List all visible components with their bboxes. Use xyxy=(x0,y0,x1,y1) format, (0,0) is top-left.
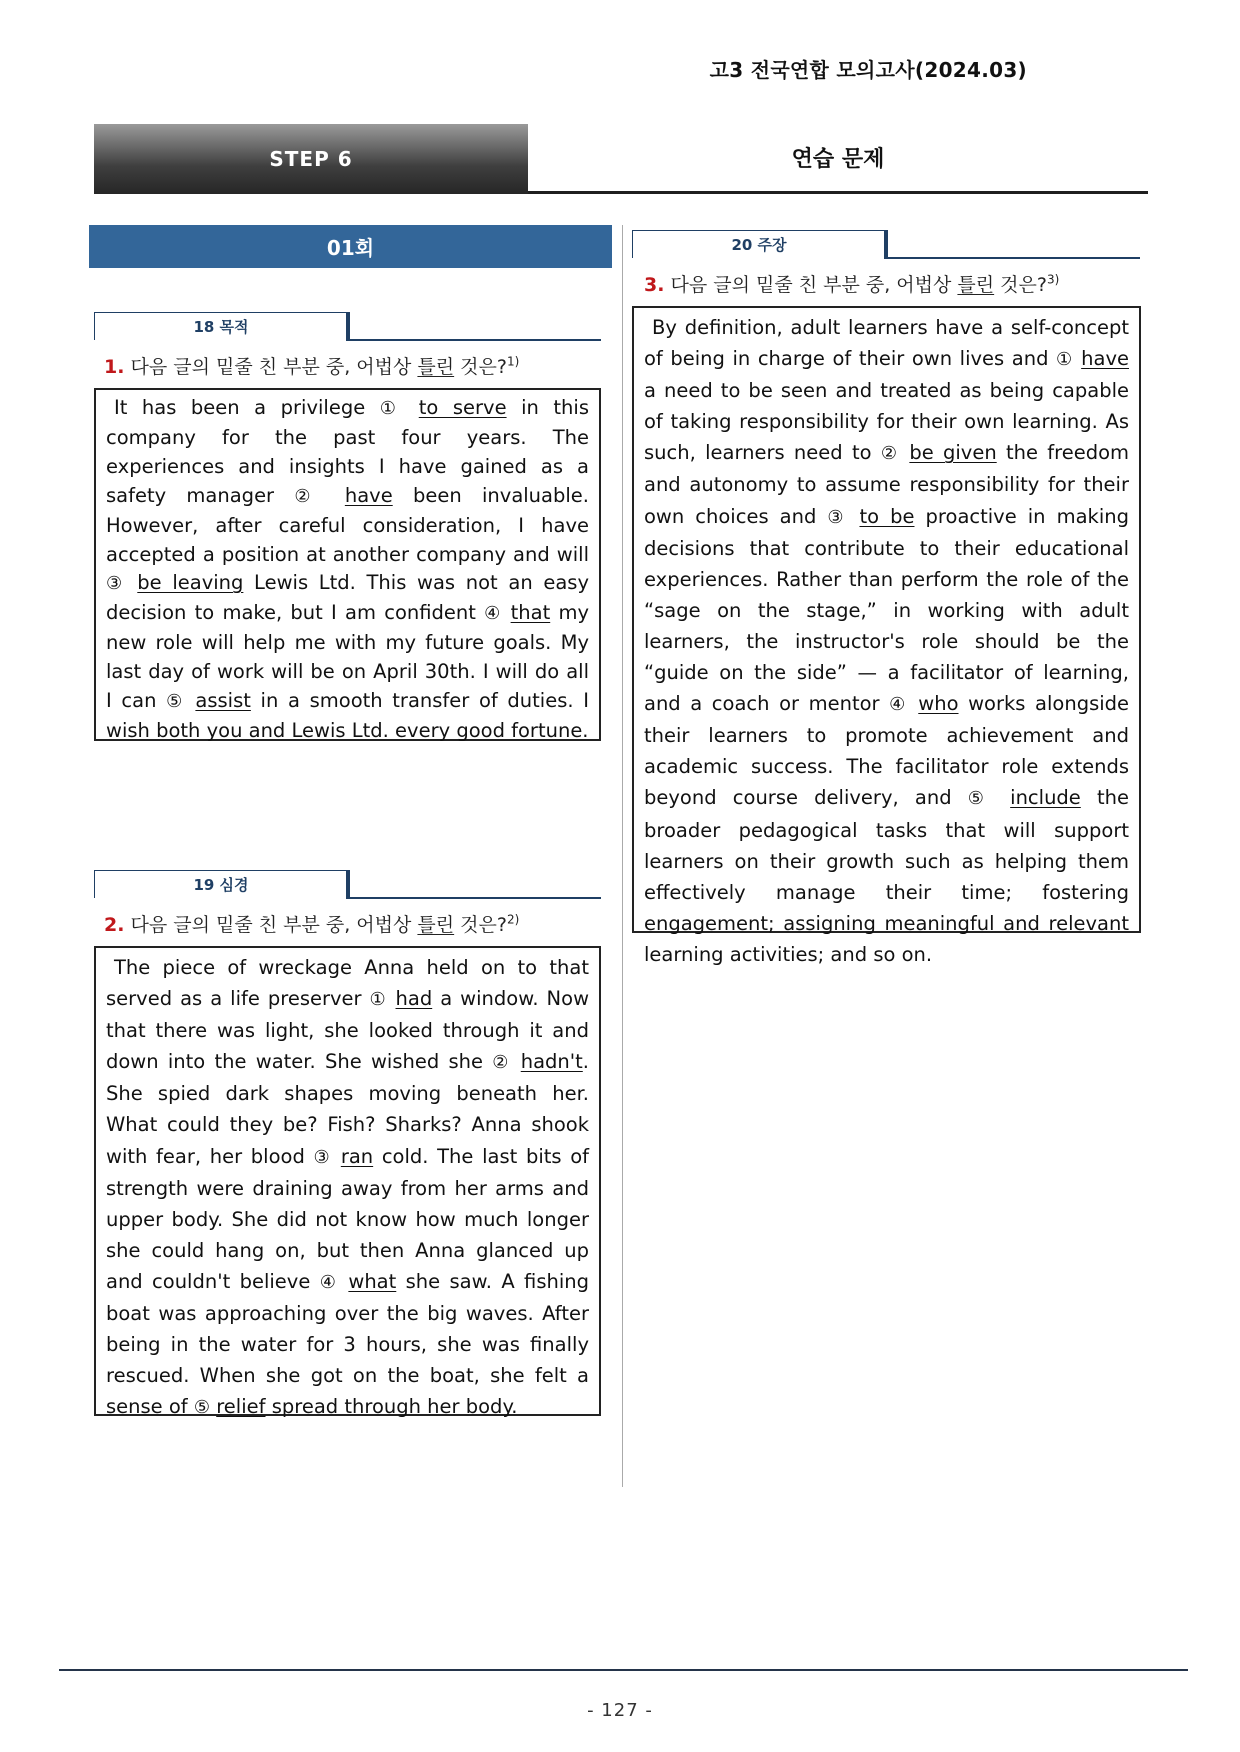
choice-marker: ⑤ xyxy=(166,691,186,713)
footnote-marker: 3) xyxy=(1046,272,1060,287)
choice-marker: ③ xyxy=(106,573,127,595)
passage-text: a window. Now that there was light, she looked through it and down into the water. She wished she xyxy=(106,987,590,1074)
choice-marker: ① xyxy=(1056,349,1074,371)
prompt-text-end: 것은? xyxy=(454,914,507,936)
passage-box xyxy=(94,946,601,1419)
passage-text: been invaluable. However, after careful consideration, I have accepted a position at another company and will xyxy=(106,483,589,566)
column-divider xyxy=(622,225,623,1487)
page-number: - 127 - xyxy=(587,1700,653,1721)
passage-box xyxy=(632,306,1141,966)
passage-text: By definition, adult learners have a self-concept of being in charge of their own lives and xyxy=(644,316,1129,371)
question-number: 1. xyxy=(104,356,125,378)
underlined-choice: be leaving xyxy=(137,571,244,595)
footnote-marker: 2) xyxy=(506,912,520,927)
passage-text: spread through her body. xyxy=(265,1395,518,1419)
passage-text: Lewis Ltd. This was not an easy decision to make, but I am confident xyxy=(106,571,589,625)
choice-marker: ④ xyxy=(319,1271,339,1293)
passage-text: works alongside their learners to promote achievement and academic success. The facilitator role extends beyond course delivery, and xyxy=(644,692,1130,810)
choice-marker: ② xyxy=(294,485,325,507)
question-prompt xyxy=(644,270,1059,297)
choice-marker: ⑤ xyxy=(967,788,994,810)
question-tag: 19 심경 xyxy=(94,870,348,898)
passage-text: the freedom and autonomy to assume responsibility for their own choices and xyxy=(644,441,1130,528)
prompt-text: 다음 글의 밑줄 친 부분 중, 어법상 xyxy=(124,914,418,936)
underlined-choice: what xyxy=(348,1269,397,1293)
passage-text: . She spied dark shapes moving beneath her. What could they be? Fish? Sharks? Anna shook with fear, her blood xyxy=(106,1050,589,1168)
passage-text: proactive in making decisions that contribute to their educational experiences. Rather than perform the role of the “sage on the stage,” in working with adult learners, the instructor's role should be the “guide on the side” — a facilitator of learning, and a coach or mentor xyxy=(644,504,1129,716)
step-label: STEP 6 xyxy=(94,124,528,194)
prompt-emphasis: 틀린 xyxy=(417,356,455,378)
footnote-marker: 1) xyxy=(506,354,520,369)
underlined-choice: include xyxy=(1010,786,1081,810)
underlined-choice: have xyxy=(1081,347,1129,371)
prompt-emphasis: 틀린 xyxy=(957,274,995,296)
choice-marker: ① xyxy=(369,989,388,1011)
choice-marker: ③ xyxy=(313,1146,333,1168)
question-tag: 20 주장 xyxy=(632,230,886,258)
passage-text: a need to be seen and treated as being capable of taking responsibility for their own learning. As such, learners need to xyxy=(644,379,1129,465)
tag-underline xyxy=(346,339,601,341)
tag-underline xyxy=(346,897,601,899)
round-header: 01회 xyxy=(89,225,612,268)
prompt-text: 다음 글의 밑줄 친 부분 중, 어법상 xyxy=(124,356,418,378)
underlined-choice: hadn't xyxy=(520,1050,583,1074)
underlined-choice: be given xyxy=(909,441,997,465)
passage-text: she saw. A fishing boat was approaching over the big waves. After being in the water for 3 hours, she was finally rescued. When she got on the boat, she felt a sense of xyxy=(106,1269,590,1419)
section-title: 연습 문제 xyxy=(791,146,885,172)
tag-marker xyxy=(884,230,888,258)
underlined-choice: ran xyxy=(340,1144,374,1168)
passage-text: It has been a privilege xyxy=(114,396,380,419)
passage-box xyxy=(94,388,601,741)
choice-marker: ② xyxy=(492,1052,512,1074)
prompt-text-end: 것은? xyxy=(454,356,507,378)
exam-header: 고3 전국연합 모의고사(2024.03) xyxy=(709,58,1027,82)
passage-text: in this company for the past four years. The experiences and insights I have gained as a safety manager xyxy=(106,396,589,507)
question-prompt xyxy=(104,910,519,937)
question-number: 3. xyxy=(644,274,665,296)
tag-marker xyxy=(346,870,350,898)
header-divider xyxy=(528,191,1148,194)
choice-marker: ④ xyxy=(889,694,909,716)
underlined-choice: to serve xyxy=(418,396,507,419)
underlined-choice: assist xyxy=(195,689,251,713)
tag-underline xyxy=(884,257,1140,259)
choice-marker: ④ xyxy=(484,603,503,625)
underlined-choice: who xyxy=(918,692,959,716)
prompt-text: 다음 글의 밑줄 친 부분 중, 어법상 xyxy=(664,274,958,296)
choice-marker: ③ xyxy=(827,506,849,528)
choice-marker: ② xyxy=(880,443,901,465)
underlined-choice: that xyxy=(510,601,551,625)
choice-marker: ① xyxy=(379,398,405,419)
tag-marker xyxy=(346,312,350,340)
passage-text: cold. The last bits of strength were draining away from her arms and upper body. She did not know how much longer she could hang on, but then Anna glanced up and couldn't believe xyxy=(106,1144,590,1293)
underlined-choice: have xyxy=(344,483,393,507)
question-tag: 18 목적 xyxy=(94,312,348,340)
passage-text: my new role will help me with my future goals. My last day of work will be on April 30th. I will do all I can xyxy=(106,601,589,713)
footer-divider xyxy=(59,1669,1188,1671)
underlined-choice: relief xyxy=(216,1395,266,1419)
question-prompt xyxy=(104,352,519,379)
question-number: 2. xyxy=(104,914,125,936)
passage-text: The piece of wreckage Anna held on to that served as a life preserver xyxy=(106,956,589,1011)
underlined-choice: had xyxy=(395,987,433,1011)
underlined-choice: to be xyxy=(859,504,915,528)
choice-marker: ⑤ xyxy=(193,1397,211,1419)
prompt-text-end: 것은? xyxy=(994,274,1047,296)
prompt-emphasis: 틀린 xyxy=(417,914,455,936)
passage-text: the broader pedagogical tasks that will support learners on their growth such as helping them effectively manage their time; fostering engagement; assigning meaningful and relevant learning activities; and so on. xyxy=(644,786,1130,966)
passage-text: in a smooth transfer of duties. I wish both you and Lewis Ltd. every good fortune. xyxy=(106,689,589,742)
